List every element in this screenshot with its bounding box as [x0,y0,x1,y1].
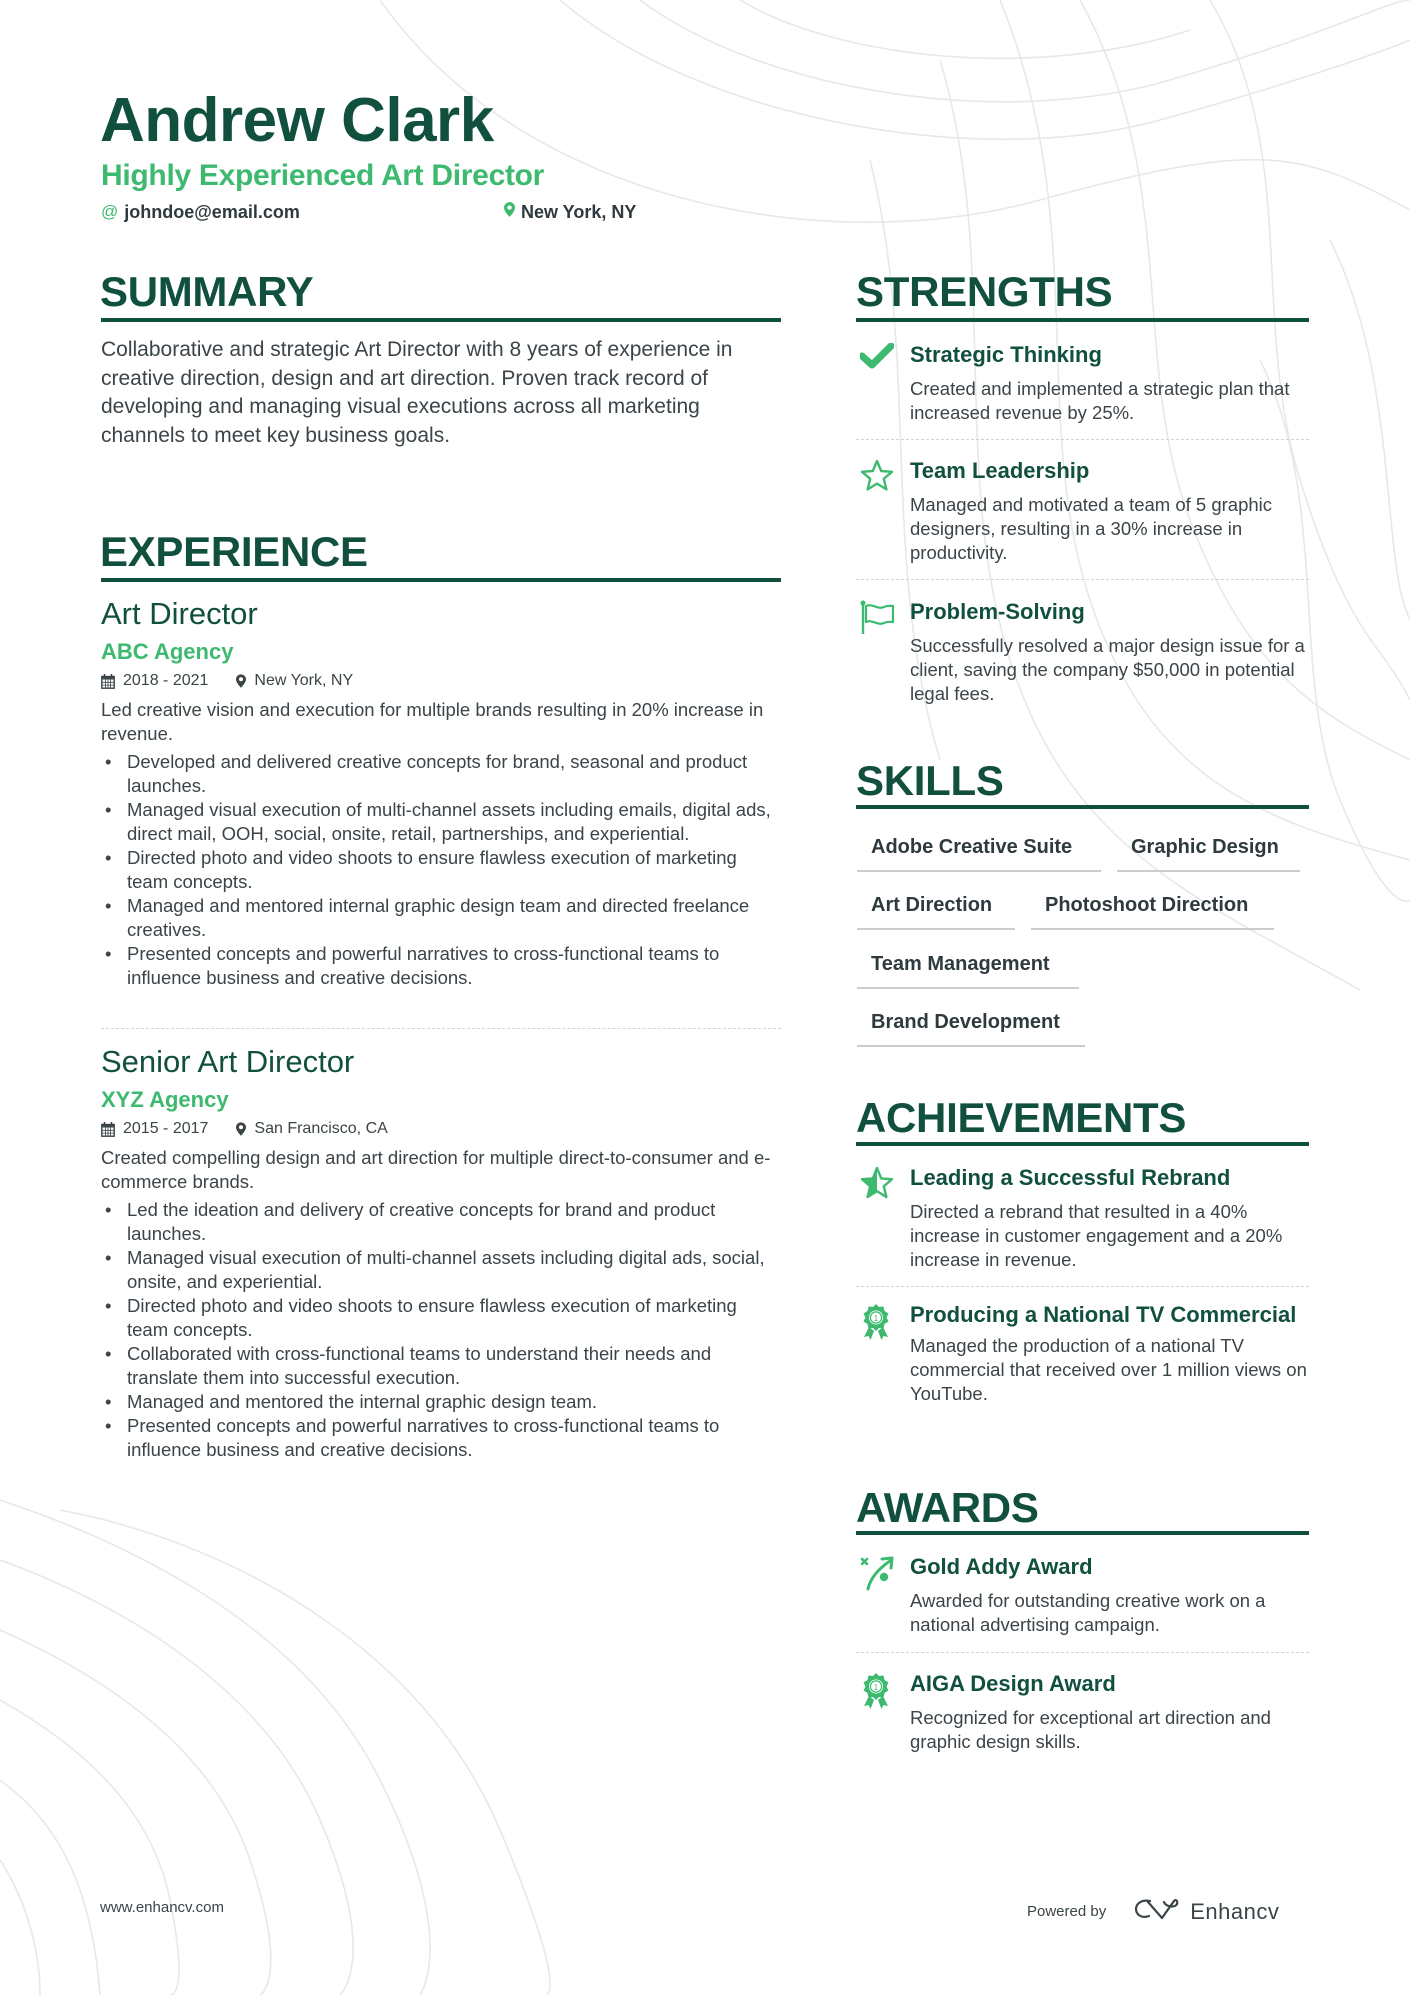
job-meta [101,670,781,692]
entry-divider [856,579,1309,580]
strength-description: Successfully resolved a major design issue for a client, saving the company $50,000 in potential legal fees. [910,635,1305,704]
bullet-item: • Managed and mentored the internal graphic design team. [101,1390,781,1414]
svg-text:1: 1 [873,1314,879,1323]
bullet-item: • Presented concepts and powerful narratives to cross-functional teams to influence business and creative decisions. [101,942,781,990]
job-meta [101,1118,781,1140]
job-location: San Francisco, CA [254,1120,388,1137]
section-divider [101,578,781,582]
job-description: Led creative vision and execution for multiple brands resulting in 20% increase in revenue. [101,699,764,744]
map-pin-icon [504,201,515,223]
job-description: Created compelling design and art direction for multiple direct-to-consumer and e-commerce brands. [101,1147,771,1192]
award-description: Awarded for outstanding creative work on a national advertising campaign. [910,1590,1266,1635]
map-pin-icon [236,674,246,688]
job-title: Art Director [101,596,258,631]
achievement-item [856,1301,1309,1406]
summary-text: Collaborative and strategic Art Director with 8 years of experience in creative direction, design and art direction. Proven track record of developing and managing visual executions across all marketing channels to meet key business goals. [101,338,733,447]
bullet-item: • Collaborated with cross-functional teams to understand their needs and translate them into successful execution. [101,1342,781,1390]
candidate-name: Andrew Clark [100,86,494,155]
section-divider [856,1531,1309,1535]
award-title: Gold Addy Award [910,1554,1093,1579]
strength-item [856,598,1309,706]
job-dates: 2018 - 2021 [123,672,209,689]
flag-icon [856,598,910,706]
section-title-strengths: STRENGTHS [856,268,1113,315]
bullet-item: • Managed visual execution of multi-channel assets including emails, digital ads, direct mail, OOH, social, onsite, retail, partnerships, and experiential. [101,798,781,846]
section-title-achievements: ACHIEVEMENTS [856,1094,1187,1141]
bullet-item: • Managed visual execution of multi-channel assets including digital ads, social, onsite, and experiential. [101,1246,781,1294]
achievement-title: Leading a Successful Rebrand [910,1165,1231,1190]
award-title: AIGA Design Award [910,1671,1116,1696]
section-title-experience: EXPERIENCE [100,528,368,575]
skill-tag: Photoshoot Direction [1031,892,1274,930]
bullet-item: • Directed photo and video shoots to ensure flawless execution of marketing team concepts. [101,846,781,894]
achievement-title: Producing a National TV Commercial [910,1302,1297,1327]
map-pin-icon [236,1122,246,1136]
skill-tag: Art Direction [857,892,1015,930]
strength-description: Managed and motivated a team of 5 graphic designers, resulting in a 30% increase in productivity. [910,494,1273,563]
job-dates: 2015 - 2017 [123,1120,209,1137]
achievement-description: Managed the production of a national TV commercial that received over 1 million views on YouTube. [910,1335,1307,1404]
award-ribbon-icon [856,1670,910,1754]
award-ribbon-icon [856,1301,910,1406]
candidate-title: Highly Experienced Art Director [101,159,545,192]
strength-title: Team Leadership [910,458,1090,483]
company-name[interactable]: XYZ Agency [101,1087,229,1112]
entry-divider [856,439,1309,440]
award-item [856,1670,1309,1754]
skill-tag: Team Management [857,951,1079,989]
contact-location [504,201,636,223]
strength-title: Problem-Solving [910,599,1085,624]
checkmark-icon [856,341,910,425]
skill-tag: Brand Development [857,1009,1085,1047]
svg-text:1: 1 [873,1683,879,1692]
enhancv-brand: Enhancv [1190,1898,1280,1924]
experience-entry [101,1044,781,1462]
award-description: Recognized for exceptional art direction and graphic design skills. [910,1707,1271,1752]
job-location: New York, NY [254,672,354,689]
email-text: johndoe@email.com [124,202,300,222]
entry-divider [101,1028,781,1029]
achievement-item [856,1164,1309,1272]
section-divider [856,318,1309,322]
entry-divider [856,1652,1309,1653]
contact-email[interactable] [101,201,300,223]
award-item [856,1553,1309,1637]
section-title-summary: SUMMARY [100,268,314,315]
job-bullets [101,750,781,990]
entry-divider [856,1286,1309,1287]
job-title: Senior Art Director [101,1044,355,1079]
enhancv-logo-icon [1134,1897,1180,1926]
section-divider [856,1142,1309,1146]
bullet-item: • Led the ideation and delivery of creative concepts for brand and product launches. [101,1198,781,1246]
strength-item [856,341,1309,425]
strategy-play-icon [856,1553,910,1637]
company-name[interactable]: ABC Agency [101,639,234,664]
strength-title: Strategic Thinking [910,342,1102,367]
bullet-item: • Managed and mentored internal graphic design team and directed freelance creatives. [101,894,781,942]
powered-by-enhancv[interactable] [1027,1897,1279,1926]
bullet-item: • Presented concepts and powerful narratives to cross-functional teams to influence business and creative decisions. [101,1414,781,1462]
strength-description: Created and implemented a strategic plan that increased revenue by 25%. [910,378,1290,423]
calendar-icon [101,1122,115,1137]
section-title-skills: SKILLS [856,757,1004,804]
star-outline-icon [856,457,910,565]
skill-tag: Graphic Design [1117,834,1300,872]
bullet-item: • Developed and delivered creative concepts for brand, seasonal and product launches. [101,750,781,798]
achievement-description: Directed a rebrand that resulted in a 40% increase in customer engagement and a 20% increase in revenue. [910,1201,1283,1270]
section-divider [856,805,1309,809]
bullet-item: • Directed photo and video shoots to ensure flawless execution of marketing team concepts. [101,1294,781,1342]
experience-entry [101,596,781,990]
strength-item [856,457,1309,565]
skill-tag: Adobe Creative Suite [857,834,1101,872]
calendar-icon [101,674,115,689]
footer-website-link[interactable]: www.enhancv.com [100,1899,224,1916]
powered-by-label: Powered by [1027,1903,1107,1920]
section-divider [101,318,781,322]
location-text: New York, NY [521,202,637,222]
job-bullets [101,1198,781,1462]
half-star-icon [856,1164,910,1272]
section-title-awards: AWARDS [856,1484,1039,1531]
at-icon: @ [101,202,119,221]
